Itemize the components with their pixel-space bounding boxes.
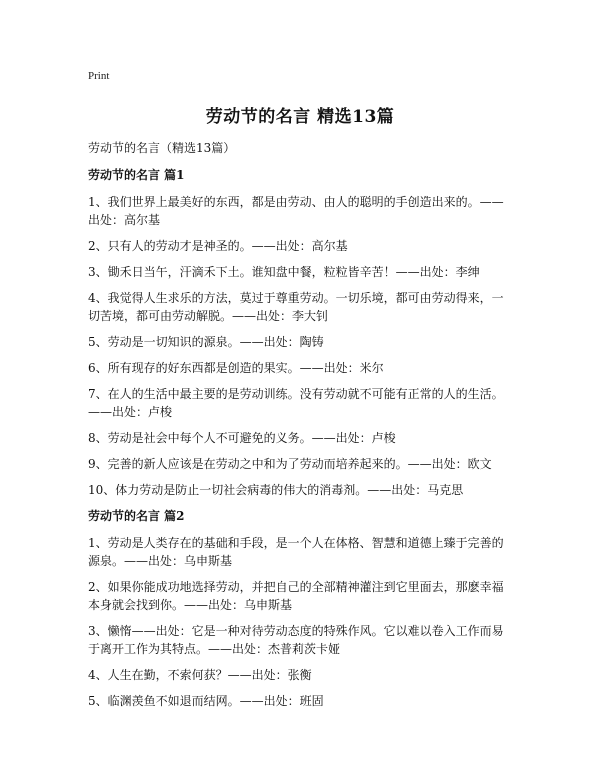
quote-item: 3、懒惰——出处：它是一种对待劳动态度的特殊作风。它以难以卷入工作而易于离开工作为其特点。——出处：杰普莉茨卡娅 [88, 624, 504, 656]
document-subtitle: 劳动节的名言（精选13篇） [88, 141, 236, 155]
quote-item: 4、人生在勤，不索何获？——出处：张衡 [88, 668, 312, 682]
section-heading: 劳动节的名言 篇2 [88, 509, 185, 523]
quote-item: 1、我们世界上最美好的东西，都是由劳动、由人的聪明的手创造出来的。——出处：高尔基 [88, 195, 504, 227]
quote-item: 2、如果你能成功地选择劳动，并把自己的全部精神灌注到它里面去，那麽幸福本身就会找到你。——出处：乌申斯基 [88, 580, 504, 612]
quote-item: 1、劳动是人类存在的基础和手段，是一个人在体格、智慧和道德上臻于完善的源泉。——出处：乌申斯基 [88, 536, 504, 568]
document-title: 劳动节的名言 精选13篇 [205, 107, 395, 127]
quote-item: 5、劳动是一切知识的源泉。——出处：陶铸 [88, 335, 324, 349]
section-heading: 劳动节的名言 篇1 [88, 168, 185, 182]
quote-item: 8、劳动是社会中每个人不可避免的义务。——出处：卢梭 [88, 431, 396, 445]
quote-item: 6、所有现存的好东西都是创造的果实。——出处：米尔 [88, 361, 384, 375]
print-label: Print [88, 70, 110, 82]
quote-item: 5、临渊羡鱼不如退而结网。——出处：班固 [88, 694, 324, 708]
quote-item: 4、我觉得人生求乐的方法，莫过于尊重劳动。一切乐境，都可由劳动得来，一切苦境，都可由劳动解脱。——出处：李大钊 [88, 291, 504, 323]
quote-item: 9、完善的新人应该是在劳动之中和为了劳动而培养起来的。——出处：欧文 [88, 457, 492, 471]
quote-item: 7、在人的生活中最主要的是劳动训练。没有劳动就不可能有正常的人的生活。——出处：卢梭 [88, 387, 504, 419]
quote-item: 3、锄禾日当午，汗滴禾下土。谁知盘中餐，粒粒皆辛苦！——出处：李绅 [88, 265, 480, 279]
quote-item: 10、体力劳动是防止一切社会病毒的伟大的消毒剂。——出处：马克思 [88, 483, 464, 497]
quote-item: 2、只有人的劳动才是神圣的。——出处：高尔基 [88, 239, 348, 253]
section-1 [88, 166, 512, 499]
section-2 [88, 507, 512, 710]
